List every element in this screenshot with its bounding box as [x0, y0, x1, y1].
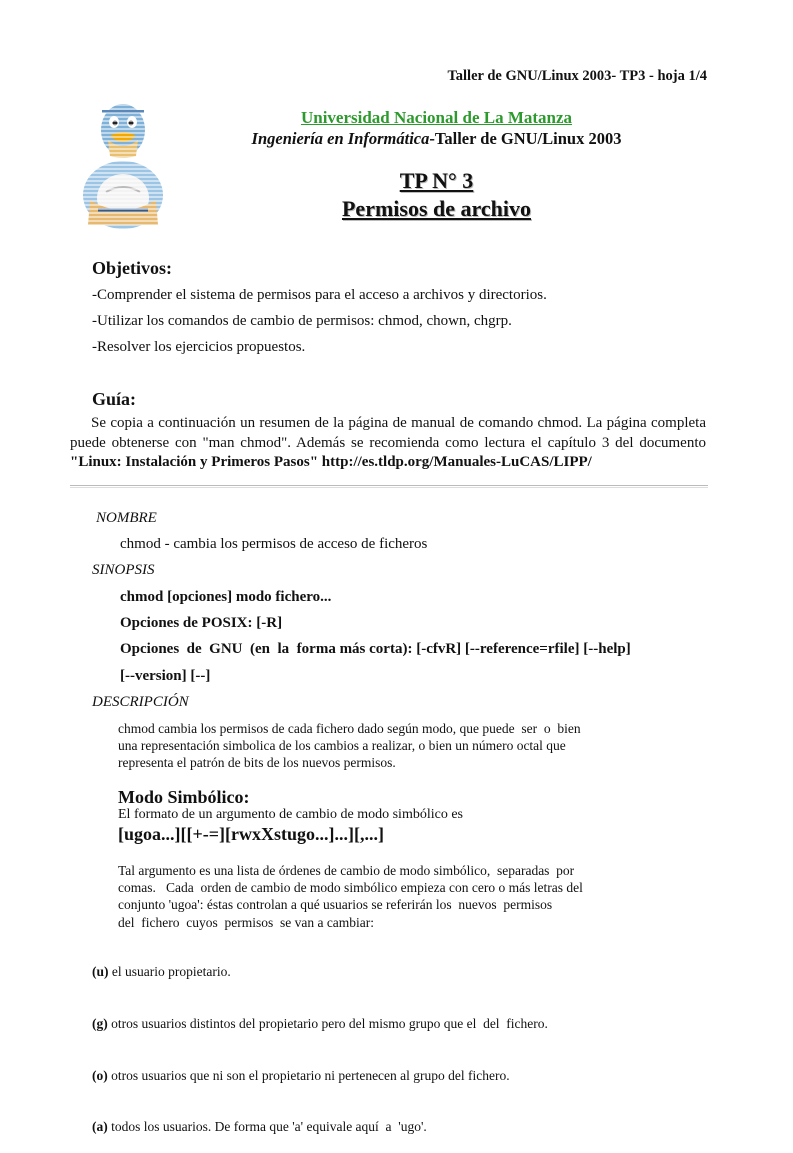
modo-pattern: [ugoa...][[+-=][rwxXstugo...]...][,...]: [118, 824, 384, 844]
objetivo-item: -Comprender el sistema de permisos para el acceso a archivos y directorios.: [92, 287, 547, 303]
letter-item: [92, 1067, 548, 1084]
letter-text: todos los usuarios. De forma que 'a' equivale aquí a 'ugo'.: [107, 1119, 427, 1135]
sinopsis-line: Opciones de POSIX: [-R]: [120, 615, 283, 631]
tp-title: TP N° 3: [399, 168, 474, 193]
objetivo-item: -Resolver los ejercicios propuestos.: [92, 339, 306, 355]
guia-paragraph: [70, 414, 706, 473]
course-subtitle: [0, 129, 793, 149]
letter-key: (a): [92, 1119, 108, 1135]
modo-line: del fichero cuyos permisos se van a cambiar:: [118, 914, 375, 930]
descripcion-line: chmod cambia los permisos de cada fichero dado según modo, que puede ser o bien: [118, 721, 581, 736]
horizontal-divider: [70, 485, 708, 488]
tp-subtitle: Permisos de archivo: [341, 196, 531, 221]
guia-text: Se copia a continuación un resumen de la página de manual de comando chmod. La página completa puede obtenerse con "man chmod". Además se recomienda como lectura el capítulo 3 del documento: [70, 415, 706, 451]
objetivo-item: -Utilizar los comandos de cambio de permisos: chmod, chown, chgrp.: [92, 313, 512, 329]
guia-reference: "Linux: Instalación y Primeros Pasos" http://es.tldp.org/Manuales-LuCAS/LIPP/: [70, 454, 592, 470]
letter-item: [92, 1118, 548, 1135]
letter-text: otros usuarios que ni son el propietario ni pertenecen al grupo del fichero.: [107, 1067, 510, 1083]
descripcion-heading: DESCRIPCIÓN: [92, 694, 189, 710]
sinopsis-heading: SINOPSIS: [92, 562, 155, 578]
modo-description: [118, 862, 583, 931]
letter-item: [92, 1015, 548, 1032]
descripcion-text: [118, 720, 581, 772]
subtitle-rest: -Taller de GNU/Linux 2003: [429, 129, 622, 148]
modo-line: conjunto 'ugoa': éstas controlan a qué usuarios se referirán los nuevos permisos: [118, 897, 553, 913]
modo-line: Tal argumento es una lista de órdenes de cambio de modo simbólico, separadas por: [118, 863, 575, 878]
letter-text: el usuario propietario.: [108, 964, 231, 980]
letter-item: [92, 963, 548, 980]
nombre-heading: NOMBRE: [96, 510, 157, 526]
descripcion-line: representa el patrón de bits de los nuevos permisos.: [118, 755, 396, 771]
letter-key: (g): [92, 1016, 108, 1032]
sinopsis-line: chmod [opciones] modo fichero...: [120, 589, 332, 605]
sinopsis-line: Opciones de GNU (en la forma más corta): [-cfvR] [--reference=rfile] [--help]: [120, 641, 631, 657]
guia-heading: Guía:: [92, 389, 137, 409]
modo-intro: El formato de un argumento de cambio de modo simbólico es: [118, 807, 463, 822]
objetivos-heading: Objetivos:: [92, 258, 172, 278]
letter-text: otros usuarios distintos del propietario pero del mismo grupo que el del fichero.: [107, 1016, 548, 1032]
subtitle-italic: Ingeniería en Informática: [251, 129, 430, 148]
modo-simbolico-heading: Modo Simbólico:: [118, 787, 250, 807]
letter-key: (u): [92, 964, 109, 980]
university-name: Universidad Nacional de La Matanza: [300, 108, 573, 127]
sinopsis-line: [--version] [--]: [120, 668, 211, 684]
letter-key: (o): [92, 1067, 108, 1083]
letters-list: [92, 929, 548, 1153]
nombre-text: chmod - cambia los permisos de acceso de ficheros: [120, 536, 428, 552]
modo-line: comas. Cada orden de cambio de modo simbólico empieza con cero o más letras del: [118, 880, 583, 896]
page-reference: Taller de GNU/Linux 2003- TP3 - hoja 1/4: [447, 68, 707, 84]
descripcion-line: una representación simbolica de los cambios a realizar, o bien un número octal que: [118, 738, 566, 754]
